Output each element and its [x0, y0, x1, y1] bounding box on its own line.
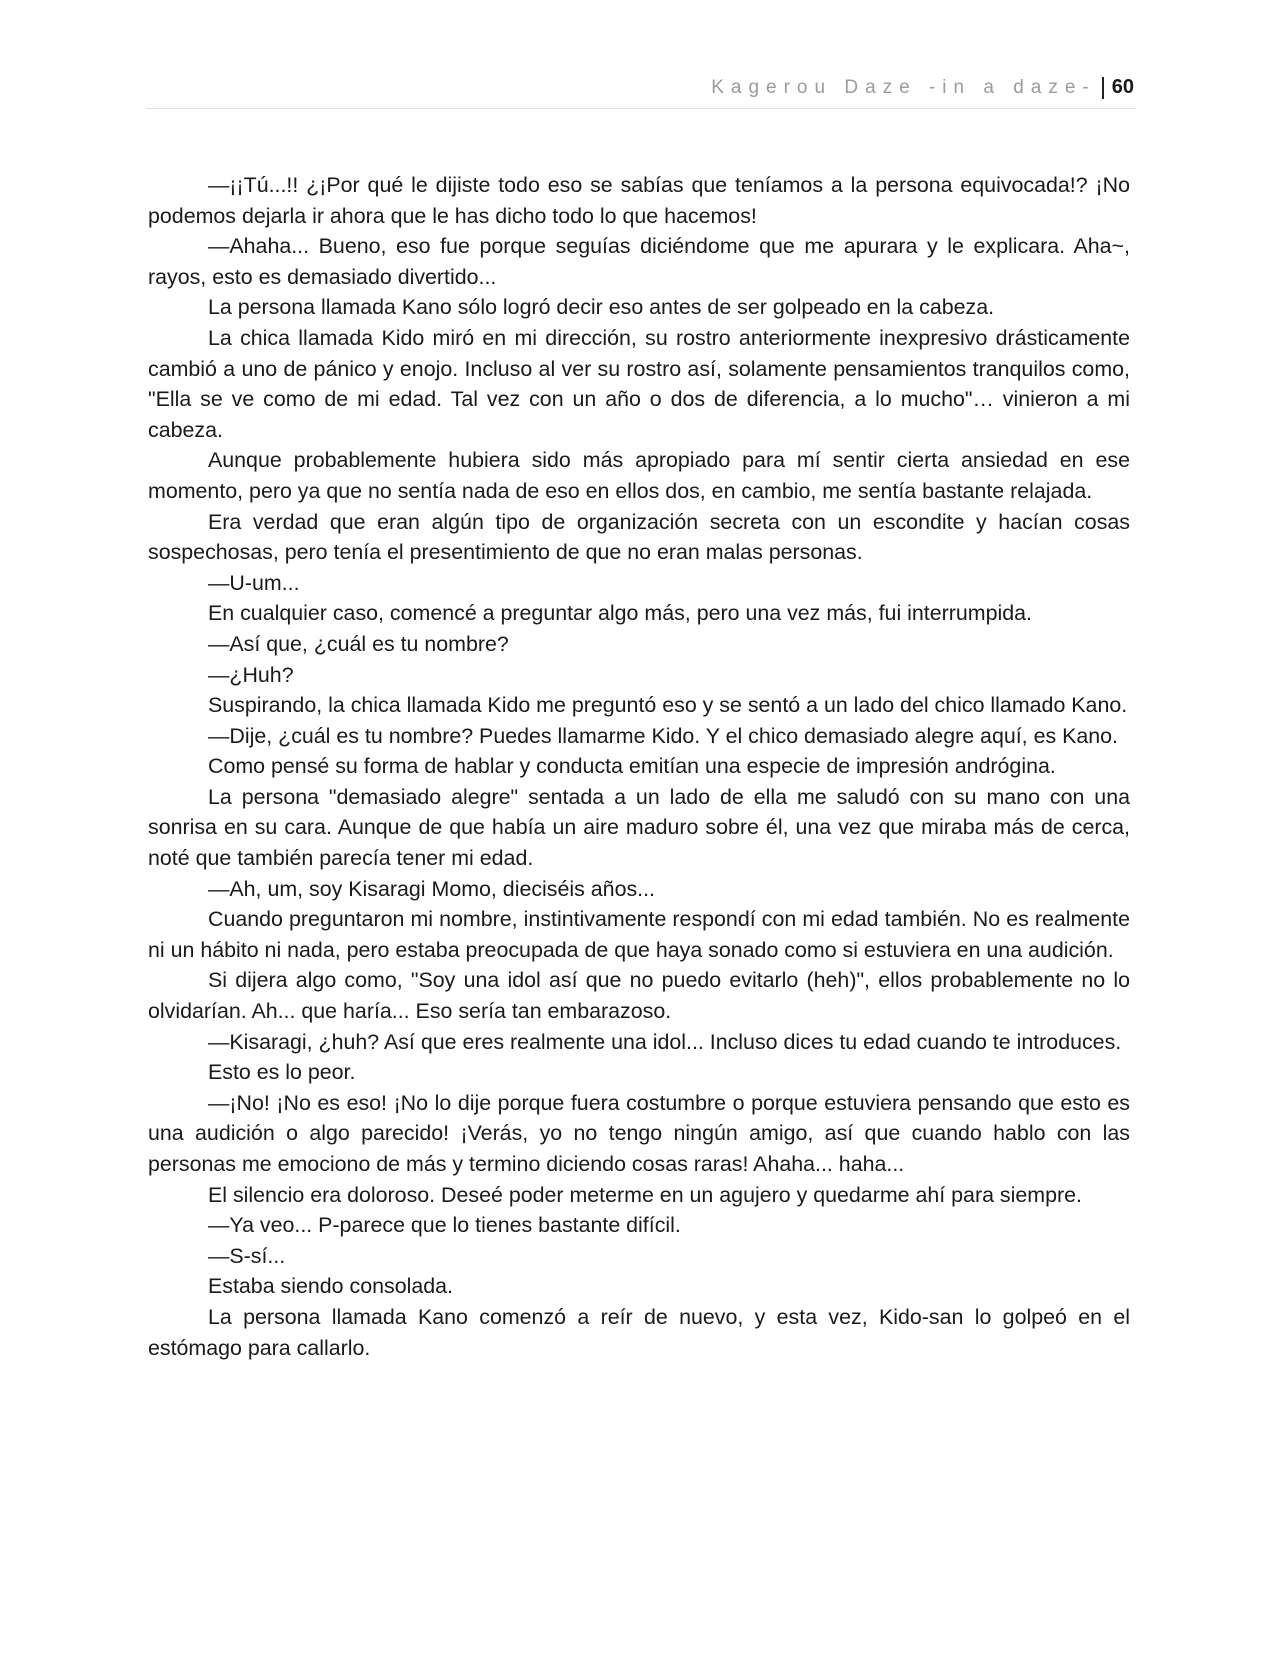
paragraph: Suspirando, la chica llamada Kido me preguntó eso y se sentó a un lado del chico llamado Kano. — [208, 693, 1128, 718]
header-separator — [1102, 77, 1104, 99]
body-text — [148, 170, 1130, 1363]
paragraph: Aunque probablemente hubiera sido más apropiado para mí sentir cierta ansiedad en ese momento, pero ya que no sentía nada de eso en ellos dos, en cambio, me sentía bastante relajada. — [148, 448, 1130, 503]
paragraph: —U-um... — [208, 570, 300, 595]
paragraph: Si dijera algo como, "Soy una idol así que no puedo evitarlo (heh)", ellos probablemente no lo olvidarían. Ah... que haría... Eso sería tan embarazoso. — [148, 968, 1130, 1024]
paragraph: —¿Huh? — [208, 662, 294, 687]
paragraph: La persona llamada Kano sólo logró decir eso antes de ser golpeado en la cabeza. — [208, 295, 995, 320]
running-header — [711, 76, 1134, 99]
paragraph: —¡¡Tú...!! ¿¡Por qué le dijiste todo eso se sabías que teníamos a la persona equivocada!? ¡No podemos dejarla ir ahora que le has dicho todo lo que hacemos! — [148, 173, 1130, 228]
paragraph: —Dije, ¿cuál es tu nombre? Puedes llamarme Kido. Y el chico demasiado alegre aquí, es Kano. — [208, 723, 1118, 748]
paragraph: —Kisaragi, ¿huh? Así que eres realmente una idol... Incluso dices tu edad cuando te introduces. — [208, 1029, 1122, 1054]
paragraph: La persona llamada Kano comenzó a reír de nuevo, y esta vez, Kido-san lo golpeó en el estómago para callarlo. — [148, 1304, 1130, 1360]
paragraph: El silencio era doloroso. Deseé poder meterme en un agujero y quedarme ahí para siempre. — [208, 1182, 1082, 1207]
paragraph: Como pensé su forma de hablar y conducta emitían una especie de impresión andrógina. — [208, 754, 1056, 779]
page-number: 60 — [1111, 76, 1134, 98]
paragraph: Estaba siendo consolada. — [208, 1274, 453, 1299]
paragraph: La persona "demasiado alegre" sentada a un lado de ella me saludó con su mano con una sonrisa en su cara. Aunque de que había un aire maduro sobre él, una vez que miraba más de cerca, noté que también parecía tener mi edad. — [148, 784, 1130, 871]
paragraph: Era verdad que eran algún tipo de organización secreta con un escondite y hacían cosas sospechosas, pero tenía el presentimiento de que no eran malas personas. — [148, 509, 1130, 565]
paragraph: —Así que, ¿cuál es tu nombre? — [208, 631, 509, 656]
paragraph: —Ya veo... P-parece que lo tienes bastante difícil. — [208, 1213, 681, 1238]
paragraph: —¡No! ¡No es eso! ¡No lo dije porque fuera costumbre o porque estuviera pensando que esto es una audición o algo parecido! ¡Verás, yo no tengo ningún amigo, así que cuando hablo con las personas me emociono de más y termino diciendo cosas raras! Ahaha... haha... — [148, 1090, 1130, 1176]
paragraph: En cualquier caso, comencé a preguntar algo más, pero una vez más, fui interrumpida. — [208, 601, 1032, 626]
paragraph: —Ahaha... Bueno, eso fue porque seguías diciéndome que me apurara y le explicara. Aha~, rayos, esto es demasiado divertido... — [148, 234, 1130, 289]
paragraph: Esto es lo peor. — [208, 1060, 356, 1085]
paragraph: La chica llamada Kido miró en mi dirección, su rostro anteriormente inexpresivo drásticamente cambió a uno de pánico y enojo. Incluso al ver su rostro así, solamente pensamientos tranquilos como, "Ella se ve como de mi edad. Tal vez con un año o dos de diferencia, a lo mucho"… vinieron a mi cabeza. — [148, 325, 1130, 442]
paragraph: Cuando preguntaron mi nombre, instintivamente respondí con mi edad también. No es realmente ni un hábito ni nada, pero estaba preocupada de que haya sonado como si estuviera en una audición. — [148, 907, 1130, 962]
page-header — [146, 72, 1136, 109]
paragraph: —S-sí... — [208, 1243, 286, 1268]
paragraph: —Ah, um, soy Kisaragi Momo, dieciséis años... — [208, 876, 655, 901]
book-title: Kagerou Daze -in a daze- — [711, 76, 1096, 98]
